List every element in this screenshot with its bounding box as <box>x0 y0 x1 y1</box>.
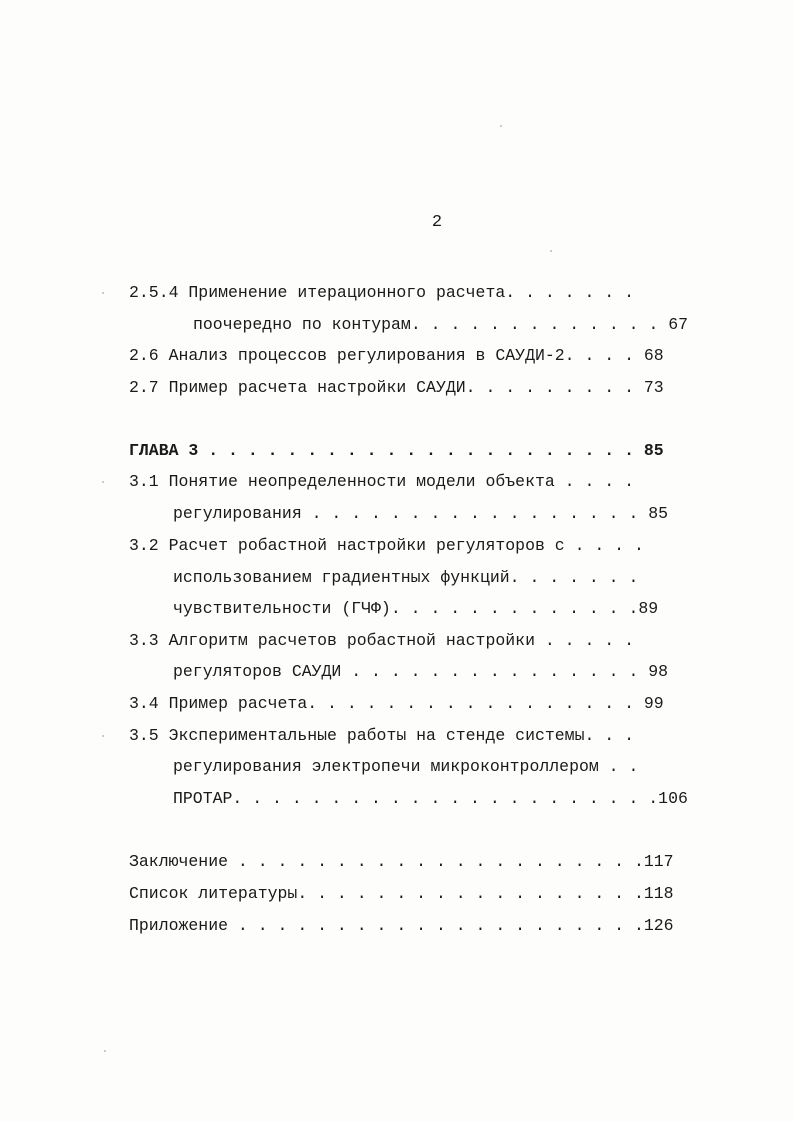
toc-entry-3-3-cont: регуляторов САУДИ . . . . . . . . . . . . . . . 98 <box>173 662 669 681</box>
scan-speck <box>102 735 104 737</box>
toc-entry-conclusion: Заключение . . . . . . . . . . . . . . . . . . . . .117 <box>129 852 674 871</box>
toc-entry-3-2-cont1: использованием градиентных функций. . . . . . . <box>173 568 639 587</box>
toc-entry-3-5-cont1: регулирования электропечи микроконтроллером . . <box>173 757 639 776</box>
toc-entry-3-2-cont2: чувствительности (ГЧФ). . . . . . . . . . . . .89 <box>173 599 659 618</box>
scan-speck <box>550 250 552 252</box>
scan-speck <box>102 292 104 294</box>
toc-entry-2-5-4-cont: поочередно по контурам. . . . . . . . . . . . . 67 <box>193 315 689 334</box>
toc-entry-3-3: 3.3 Алгоритм расчетов робастной настройки . . . . . <box>129 631 634 650</box>
scan-speck <box>500 125 502 127</box>
toc-entry-appendix: Приложение . . . . . . . . . . . . . . . . . . . . .126 <box>129 916 674 935</box>
toc-entry-3-5-cont2: ПРОТАР. . . . . . . . . . . . . . . . . . . . . .106 <box>173 789 688 808</box>
toc-entry-3-2: 3.2 Расчет робастной настройки регуляторов с . . . . <box>129 536 644 555</box>
toc-entry-3-1: 3.1 Понятие неопределенности модели объекта . . . . <box>129 472 634 491</box>
toc-entry-2-5-4: 2.5.4 Применение итерационного расчета. . . . . . . <box>129 283 634 302</box>
scan-speck <box>102 481 104 483</box>
scan-speck <box>104 1050 106 1052</box>
toc-entry-2-6: 2.6 Анализ процессов регулирования в САУДИ-2. . . . 68 <box>129 346 664 365</box>
page-number: 2 <box>431 213 443 232</box>
toc-entry-3-4: 3.4 Пример расчета. . . . . . . . . . . . . . . . . 99 <box>129 694 664 713</box>
toc-entry-references: Список литературы. . . . . . . . . . . . . . . . . .118 <box>129 884 674 903</box>
toc-entry-chapter-3: ГЛАВА 3 . . . . . . . . . . . . . . . . . . . . . . 85 <box>129 441 664 460</box>
toc-entry-2-7: 2.7 Пример расчета настройки САУДИ. . . . . . . . . 73 <box>129 378 664 397</box>
toc-entry-3-5: 3.5 Экспериментальные работы на стенде системы. . . <box>129 726 634 745</box>
toc-entry-3-1-cont: регулирования . . . . . . . . . . . . . . . . . 85 <box>173 504 669 523</box>
